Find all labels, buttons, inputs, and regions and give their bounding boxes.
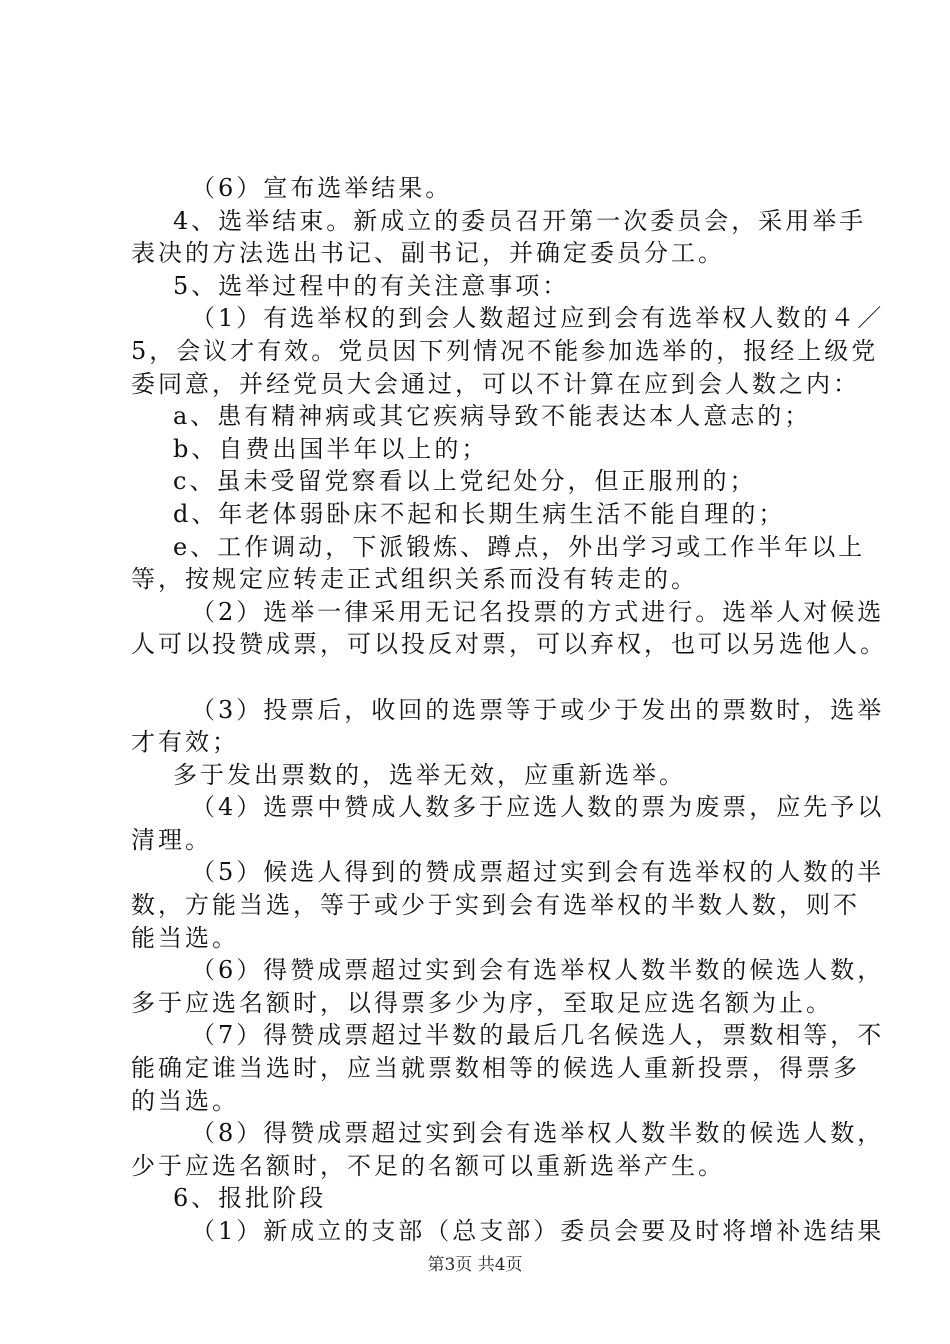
text-line: （5）候选人得到的赞成票超过实到会有选举权的人数的半: [191, 858, 885, 887]
text-line: d、年老体弱卧床不起和长期生病生活不能自理的；: [173, 499, 786, 528]
text-line: 多于应选名额时，以得票多少为序，至取足应选名额为止。: [131, 988, 833, 1017]
text-line: （1）新成立的支部（总支部）委员会要及时将增补选结果: [191, 1217, 885, 1245]
text-line: 4、选举结束。新成立的委员召开第一次委员会，采用举手: [173, 206, 867, 235]
text-line: 5、选举过程中的有关注意事项：: [173, 271, 570, 300]
text-line: 5，会议才有效。党员因下列情况不能参加选举的，报经上级党: [131, 336, 879, 365]
text-line: 表决的方法选出书记、副书记，并确定委员分工。: [131, 239, 725, 268]
text-line: （6）宣布选举结果。: [191, 174, 453, 202]
blank-line: [131, 661, 846, 694]
text-line: （1）有选举权的到会人数超过应到会有选举权人数的４／: [191, 304, 885, 333]
page-footer: 第3页 共4页: [427, 1255, 523, 1275]
document-body: [131, 172, 887, 1248]
text-line: 能确定谁当选时，应当就票数相等的候选人重新投票，得票多: [131, 1054, 860, 1083]
text-line: （3）投票后，收回的选票等于或少于发出的票数时，选举: [191, 695, 885, 724]
text-line: 能当选。: [131, 923, 239, 952]
text-line: 等，按规定应转走正式组织关系而没有转走的。: [131, 565, 698, 594]
text-line: a、患有精神病或其它疾病导致不能表达本人意志的；: [173, 402, 812, 431]
text-line: 清理。: [131, 825, 212, 854]
text-line: e、工作调动，下派锻炼、蹲点，外出学习或工作半年以上: [173, 532, 866, 561]
text-line: （6）得赞成票超过实到会有选举权人数半数的候选人数，: [191, 956, 885, 985]
text-line: 委同意，并经党员大会通过，可以不计算在应到会人数之内：: [131, 369, 860, 398]
text-line: 少于应选名额时，不足的名额可以重新选举产生。: [131, 1151, 725, 1180]
text-line: （7）得赞成票超过半数的最后几名候选人，票数相等，不: [191, 1021, 885, 1050]
text-line: （2）选举一律采用无记名投票的方式进行。选举人对候选: [191, 597, 885, 626]
text-line: 才有效；: [131, 728, 239, 757]
text-line: c、虽未受留党察看以上党纪处分，但正服刑的；: [173, 467, 757, 496]
text-line: （8）得赞成票超过实到会有选举权人数半数的候选人数，: [191, 1119, 885, 1148]
text-line: b、自费出国半年以上的；: [173, 434, 489, 463]
text-line: （4）选票中赞成人数多于应选人数的票为废票，应先予以: [191, 793, 885, 822]
text-line: 6、报批阶段: [173, 1184, 327, 1213]
text-line: 多于发出票数的，选举无效，应重新选举。: [173, 760, 686, 789]
text-line: 数，方能当选，等于或少于实到会有选举权的半数人数，则不: [131, 891, 860, 920]
text-line: 人可以投赞成票，可以投反对票，可以弃权，也可以另选他人。: [131, 630, 887, 659]
text-line: 的当选。: [131, 1086, 239, 1115]
